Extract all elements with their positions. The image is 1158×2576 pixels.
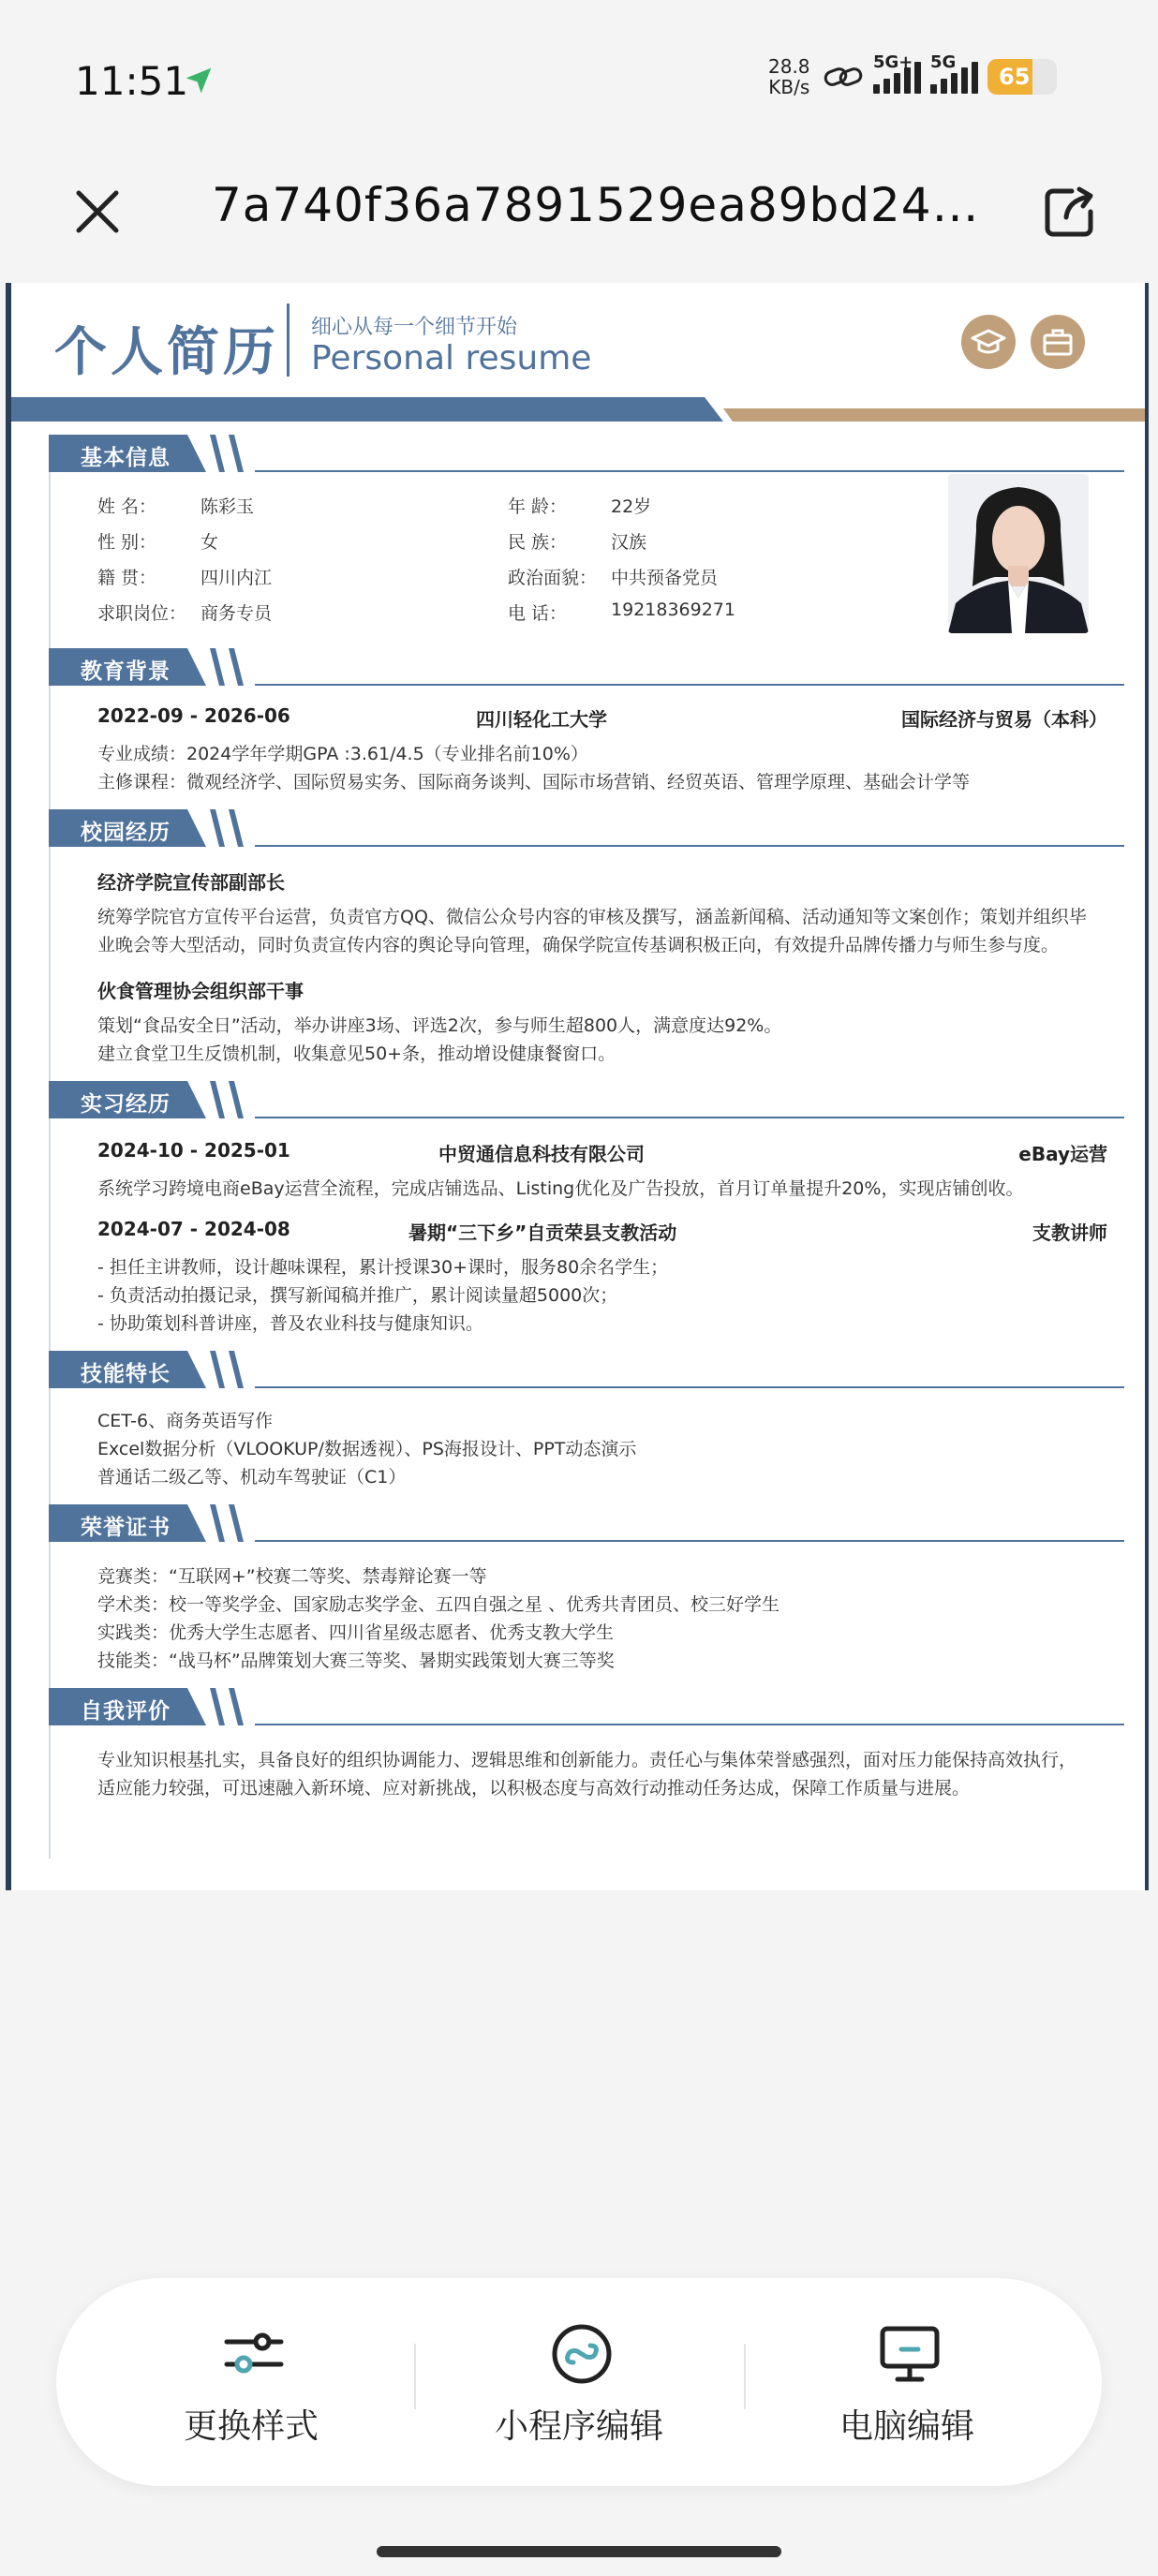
origin-label: 籍 贯： bbox=[97, 568, 157, 588]
internship-1-desc: 系统学习跨境电商eBay运营全流程，完成店铺选品、Listing优化及广告投放，首月订单量提升20%，实现店铺创收。 bbox=[97, 1178, 1024, 1199]
honor-item: 实践类：优秀大学生志愿者、四川省星级志愿者、优秀支教大学生 bbox=[97, 1622, 615, 1643]
internship-2-position: 支教讲师 bbox=[1032, 1221, 1107, 1244]
toolbar-divider bbox=[414, 2344, 416, 2409]
phone-label: 电 话： bbox=[508, 603, 568, 624]
status-time: 11:51 bbox=[75, 58, 189, 104]
pc-edit-label: 电脑编辑 bbox=[839, 2407, 974, 2446]
section-skills bbox=[49, 1351, 1124, 1388]
header-band-blue bbox=[11, 397, 723, 422]
section-heading: 荣誉证书 bbox=[81, 1516, 171, 1540]
signal-5g-icon: 5G bbox=[930, 60, 978, 94]
internship-1-date: 2024-10 - 2025-01 bbox=[97, 1139, 290, 1162]
header-divider bbox=[287, 303, 290, 377]
ethnic-label: 民 族： bbox=[508, 532, 568, 553]
campus-role-2-desc: 建立食堂卫生反馈机制，收集意见50+条，推动增设健康餐窗口。 bbox=[97, 1044, 616, 1064]
bottom-toolbar bbox=[56, 2278, 1102, 2486]
document-title: 7a740f36a7891529ea89bd24… bbox=[212, 178, 980, 232]
miniapp-edit-button[interactable] bbox=[438, 2278, 720, 2486]
resume-document bbox=[6, 283, 1149, 1890]
political-value: 中共预备党员 bbox=[611, 568, 719, 588]
briefcase-icon bbox=[1031, 315, 1085, 369]
phone-value: 19218369271 bbox=[611, 600, 735, 620]
battery-indicator: 65 bbox=[987, 59, 1057, 95]
campus-role-2: 伙食管理协会组织部干事 bbox=[97, 980, 304, 1002]
campus-role-2-desc: 策划“食品安全日”活动，举办讲座3场、评选2次，参与师生超800人，满意度达92%。 bbox=[97, 1015, 782, 1036]
section-heading: 技能特长 bbox=[81, 1362, 171, 1386]
close-icon[interactable] bbox=[69, 184, 126, 240]
signal-5g-plus-icon: 5G+ bbox=[873, 60, 921, 94]
education-school: 四川轻化工大学 bbox=[476, 708, 607, 731]
location-arrow-icon bbox=[184, 66, 214, 96]
sliders-icon bbox=[221, 2321, 287, 2387]
header-band-gold bbox=[723, 408, 1149, 422]
change-style-label: 更换样式 bbox=[183, 2407, 319, 2446]
status-bar bbox=[0, 0, 1158, 150]
graduation-cap-icon bbox=[961, 315, 1016, 369]
political-label: 政治面貌： bbox=[508, 568, 598, 588]
internship-2-desc: - 协助策划科普讲座，普及农业科技与健康知识。 bbox=[97, 1313, 483, 1334]
section-heading: 实习经历 bbox=[81, 1092, 171, 1117]
gender-label: 性 别： bbox=[97, 532, 157, 553]
section-honors bbox=[49, 1504, 1124, 1542]
internship-2-org: 暑期“三下乡”自贡荣县支教活动 bbox=[408, 1221, 677, 1244]
honor-item: 技能类：“战马杯”品牌策划大赛三等奖、暑期实践策划大赛三等奖 bbox=[97, 1651, 615, 1671]
education-date: 2022-09 - 2026-06 bbox=[97, 704, 290, 727]
internship-2-desc: - 负责活动拍摄记录，撰写新闻稿并推广，累计阅读量超5000次； bbox=[97, 1285, 618, 1306]
age-label: 年 龄： bbox=[508, 496, 568, 517]
change-style-button[interactable] bbox=[111, 2278, 392, 2486]
section-heading: 基本信息 bbox=[81, 446, 171, 470]
job-label: 求职岗位： bbox=[97, 603, 187, 624]
internship-2-date: 2024-07 - 2024-08 bbox=[97, 1218, 290, 1240]
education-gpa: 专业成绩：2024学年学期GPA :3.61/4.5（专业排名前10%） bbox=[97, 744, 588, 764]
mini-program-icon bbox=[549, 2321, 615, 2387]
profile-photo bbox=[948, 474, 1089, 633]
gender-value: 女 bbox=[200, 532, 219, 553]
honor-item: 竞赛类：“互联网+”校赛二等奖、禁毒辩论赛一等 bbox=[97, 1566, 487, 1587]
section-heading: 校园经历 bbox=[81, 821, 171, 845]
self-evaluation-text: 适应能力较强，可迅速融入新环境、应对新挑战，以积极态度与高效行动推动任务达成，保障工作质量与进展。 bbox=[97, 1778, 971, 1799]
status-icons bbox=[823, 54, 1057, 99]
section-education bbox=[49, 648, 1124, 686]
resume-title-cn: 个人简历 bbox=[54, 322, 279, 383]
section-basic-info bbox=[49, 435, 1124, 472]
skill-item: Excel数据分析（VLOOKUP/数据透视）、PS海报设计、PPT动态演示 bbox=[97, 1439, 637, 1459]
section-self-evaluation bbox=[49, 1688, 1124, 1725]
internship-2-desc: - 担任主讲教师，设计趣味课程，累计授课30+课时，服务80余名学生； bbox=[97, 1257, 669, 1278]
education-major: 国际经济与贸易（本科） bbox=[901, 708, 1107, 731]
internship-1-org: 中贸通信息科技有限公司 bbox=[438, 1143, 645, 1165]
honor-item: 学术类：校一等奖学金、国家励志奖学金、五四自强之星 、优秀共青团员、校三好学生 bbox=[97, 1594, 780, 1615]
education-courses: 主修课程：微观经济学、国际贸易实务、国际商务谈判、国际市场营销、经贸英语、管理学原理、基础会计学等 bbox=[97, 772, 971, 792]
miniapp-edit-label: 小程序编辑 bbox=[494, 2407, 663, 2446]
network-speed: 28.8 KB/s bbox=[768, 55, 810, 98]
home-indicator[interactable] bbox=[377, 2546, 781, 2557]
skill-item: 普通话二级乙等、机动车驾驶证（C1） bbox=[97, 1467, 407, 1488]
section-internship bbox=[49, 1081, 1124, 1118]
link-icon bbox=[823, 63, 864, 91]
ethnic-value: 汉族 bbox=[611, 532, 647, 553]
name-label: 姓 名： bbox=[97, 496, 157, 517]
section-campus bbox=[49, 809, 1124, 847]
job-value: 商务专员 bbox=[200, 603, 273, 624]
self-evaluation-text: 专业知识根基扎实，具备良好的组织协调能力、逻辑思维和创新能力。责任心与集体荣誉感强烈，面对压力能保持高效执行， bbox=[97, 1750, 1077, 1770]
campus-role-1-desc: 业晚会等大型活动，同时负责宣传内容的舆论导向管理，确保学院宣传基调积极正向，有效提升品牌传播力与师生参与度。 bbox=[97, 935, 1060, 955]
skill-item: CET-6、商务英语写作 bbox=[97, 1411, 274, 1431]
campus-role-1-desc: 统筹学院官方宣传平台运营，负责官方QQ、微信公众号内容的审核及撰写，涵盖新闻稿、活动通知等文案创作；策划并组织毕 bbox=[97, 907, 1087, 927]
name-value: 陈彩玉 bbox=[200, 496, 255, 517]
resume-title-en: Personal resume bbox=[311, 339, 592, 378]
age-value: 22岁 bbox=[611, 496, 652, 517]
section-heading: 自我评价 bbox=[81, 1699, 171, 1724]
origin-value: 四川内江 bbox=[200, 568, 273, 588]
campus-role-1: 经济学院宣传部副部长 bbox=[97, 871, 285, 894]
section-heading: 教育背景 bbox=[81, 659, 171, 684]
pc-edit-button[interactable] bbox=[766, 2278, 1047, 2486]
internship-1-position: eBay运营 bbox=[1018, 1143, 1107, 1165]
monitor-icon bbox=[877, 2321, 943, 2387]
share-icon[interactable] bbox=[1040, 182, 1100, 242]
toolbar-divider bbox=[744, 2344, 746, 2409]
resume-subtitle: 细心从每一个细节开始 bbox=[311, 316, 518, 339]
